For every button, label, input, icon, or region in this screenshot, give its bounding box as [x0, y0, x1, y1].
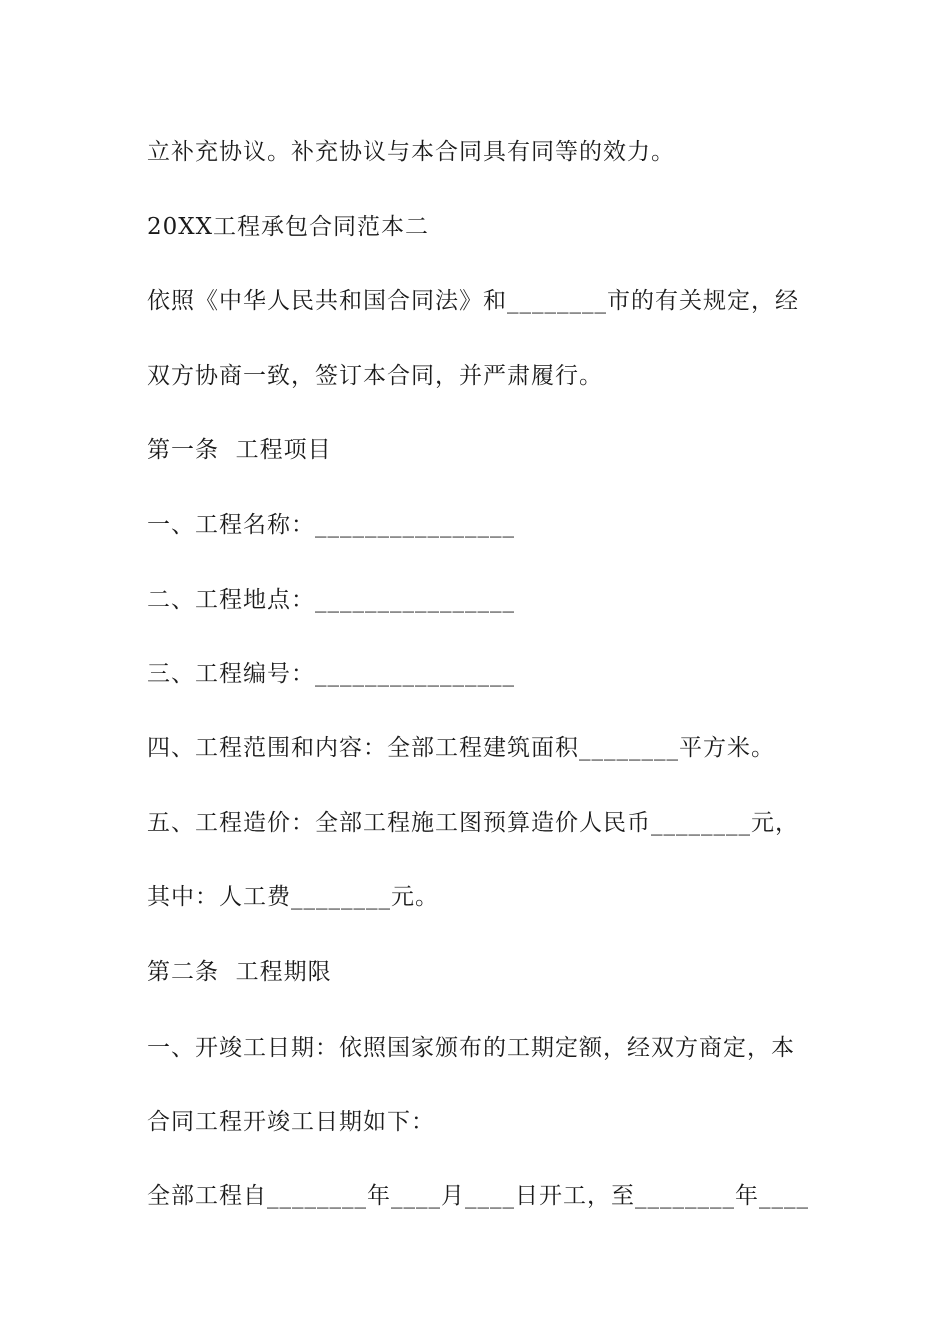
paragraph-line-4: 双方协商一致，签订本合同，并严肃履行。: [147, 363, 603, 389]
article-heading-1: 第一条 工程项目: [147, 437, 332, 463]
project-cost-line: 五、工程造价：全部工程施工图预算造价人民币________元，: [147, 810, 799, 836]
project-location-line: 二、工程地点：________________: [147, 587, 515, 613]
paragraph-line-3: 依照《中华人民共和国合同法》和________市的有关规定，经: [147, 288, 799, 314]
schedule-dates-line: 全部工程自________年____月____日开工，至________年____: [147, 1183, 809, 1209]
labor-cost-line: 其中：人工费________元。: [147, 884, 439, 910]
schedule-line-1: 一、开竣工日期：依照国家颁布的工期定额，经双方商定，本: [147, 1035, 795, 1061]
project-scope-line: 四、工程范围和内容：全部工程建筑面积________平方米。: [147, 735, 775, 761]
paragraph-line-1: 立补充协议。补充协议与本合同具有同等的效力。: [147, 139, 675, 165]
project-name-line: 一、工程名称：________________: [147, 512, 515, 538]
section-title: 20XX工程承包合同范本二: [147, 214, 430, 240]
article-heading-2: 第二条 工程期限: [147, 959, 332, 985]
project-number-line: 三、工程编号：________________: [147, 661, 515, 687]
schedule-line-2: 合同工程开竣工日期如下：: [147, 1109, 435, 1135]
